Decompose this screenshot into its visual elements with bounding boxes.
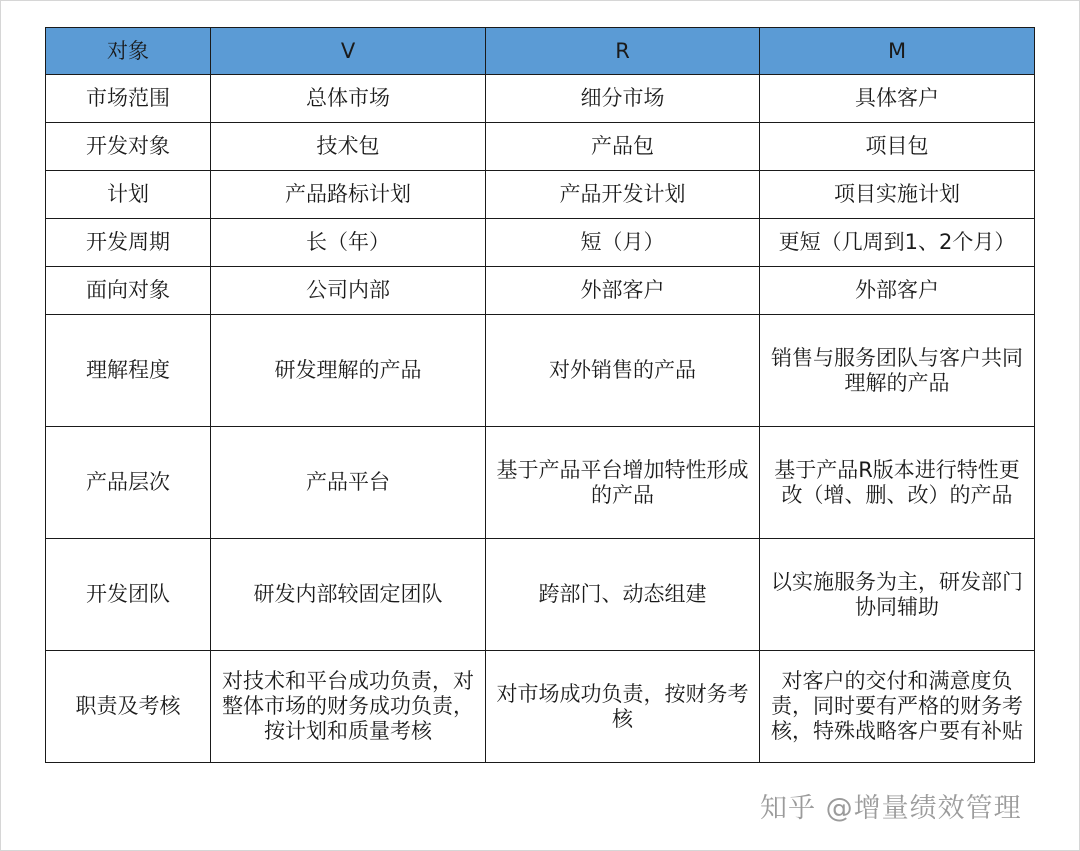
table-cell: 细分市场 (486, 75, 760, 123)
row-label-cell: 面向对象 (46, 267, 211, 315)
table-cell: 跨部门、动态组建 (486, 539, 760, 651)
table-cell: 产品开发计划 (486, 171, 760, 219)
row-label-cell: 计划 (46, 171, 211, 219)
table-cell: 产品路标计划 (211, 171, 486, 219)
table-cell: 项目实施计划 (760, 171, 1035, 219)
table-header-row (46, 28, 1035, 75)
header-cell-v: V (211, 28, 486, 75)
header-cell-object: 对象 (46, 28, 211, 75)
table-cell: 总体市场 (211, 75, 486, 123)
table-cell: 对市场成功负责，按财务考核 (486, 651, 760, 763)
table-row (46, 427, 1035, 539)
table-row (46, 219, 1035, 267)
table-cell: 研发内部较固定团队 (211, 539, 486, 651)
table-row (46, 267, 1035, 315)
table-row (46, 651, 1035, 763)
table-cell: 对客户的交付和满意度负责，同时要有严格的财务考核，特殊战略客户要有补贴 (760, 651, 1035, 763)
table-cell: 对外销售的产品 (486, 315, 760, 427)
table-cell: 销售与服务团队与客户共同理解的产品 (760, 315, 1035, 427)
row-label-cell: 理解程度 (46, 315, 211, 427)
table-cell: 外部客户 (486, 267, 760, 315)
table-row (46, 75, 1035, 123)
table-row (46, 315, 1035, 427)
table-cell: 以实施服务为主，研发部门协同辅助 (760, 539, 1035, 651)
table-cell: 技术包 (211, 123, 486, 171)
table-cell: 更短（几周到1、2个月） (760, 219, 1035, 267)
table-cell: 产品平台 (211, 427, 486, 539)
table-cell: 基于产品R版本进行特性更改（增、删、改）的产品 (760, 427, 1035, 539)
row-label-cell: 开发团队 (46, 539, 211, 651)
table-cell: 研发理解的产品 (211, 315, 486, 427)
row-label-cell: 开发周期 (46, 219, 211, 267)
table-cell: 基于产品平台增加特性形成的产品 (486, 427, 760, 539)
row-label-cell: 产品层次 (46, 427, 211, 539)
table-cell: 产品包 (486, 123, 760, 171)
table-cell: 公司内部 (211, 267, 486, 315)
row-label-cell: 市场范围 (46, 75, 211, 123)
row-label-cell: 职责及考核 (46, 651, 211, 763)
table-cell: 对技术和平台成功负责，对整体市场的财务成功负责，按计划和质量考核 (211, 651, 486, 763)
table-cell: 项目包 (760, 123, 1035, 171)
row-label-cell: 开发对象 (46, 123, 211, 171)
table-cell: 长（年） (211, 219, 486, 267)
header-cell-r: R (486, 28, 760, 75)
table-cell: 具体客户 (760, 75, 1035, 123)
watermark-text: 知乎 @增量绩效管理 (760, 793, 1022, 824)
table-cell: 短（月） (486, 219, 760, 267)
table-row (46, 171, 1035, 219)
table-row (46, 123, 1035, 171)
header-cell-m: M (760, 28, 1035, 75)
table-row (46, 539, 1035, 651)
comparison-table (45, 27, 1035, 763)
table-cell: 外部客户 (760, 267, 1035, 315)
